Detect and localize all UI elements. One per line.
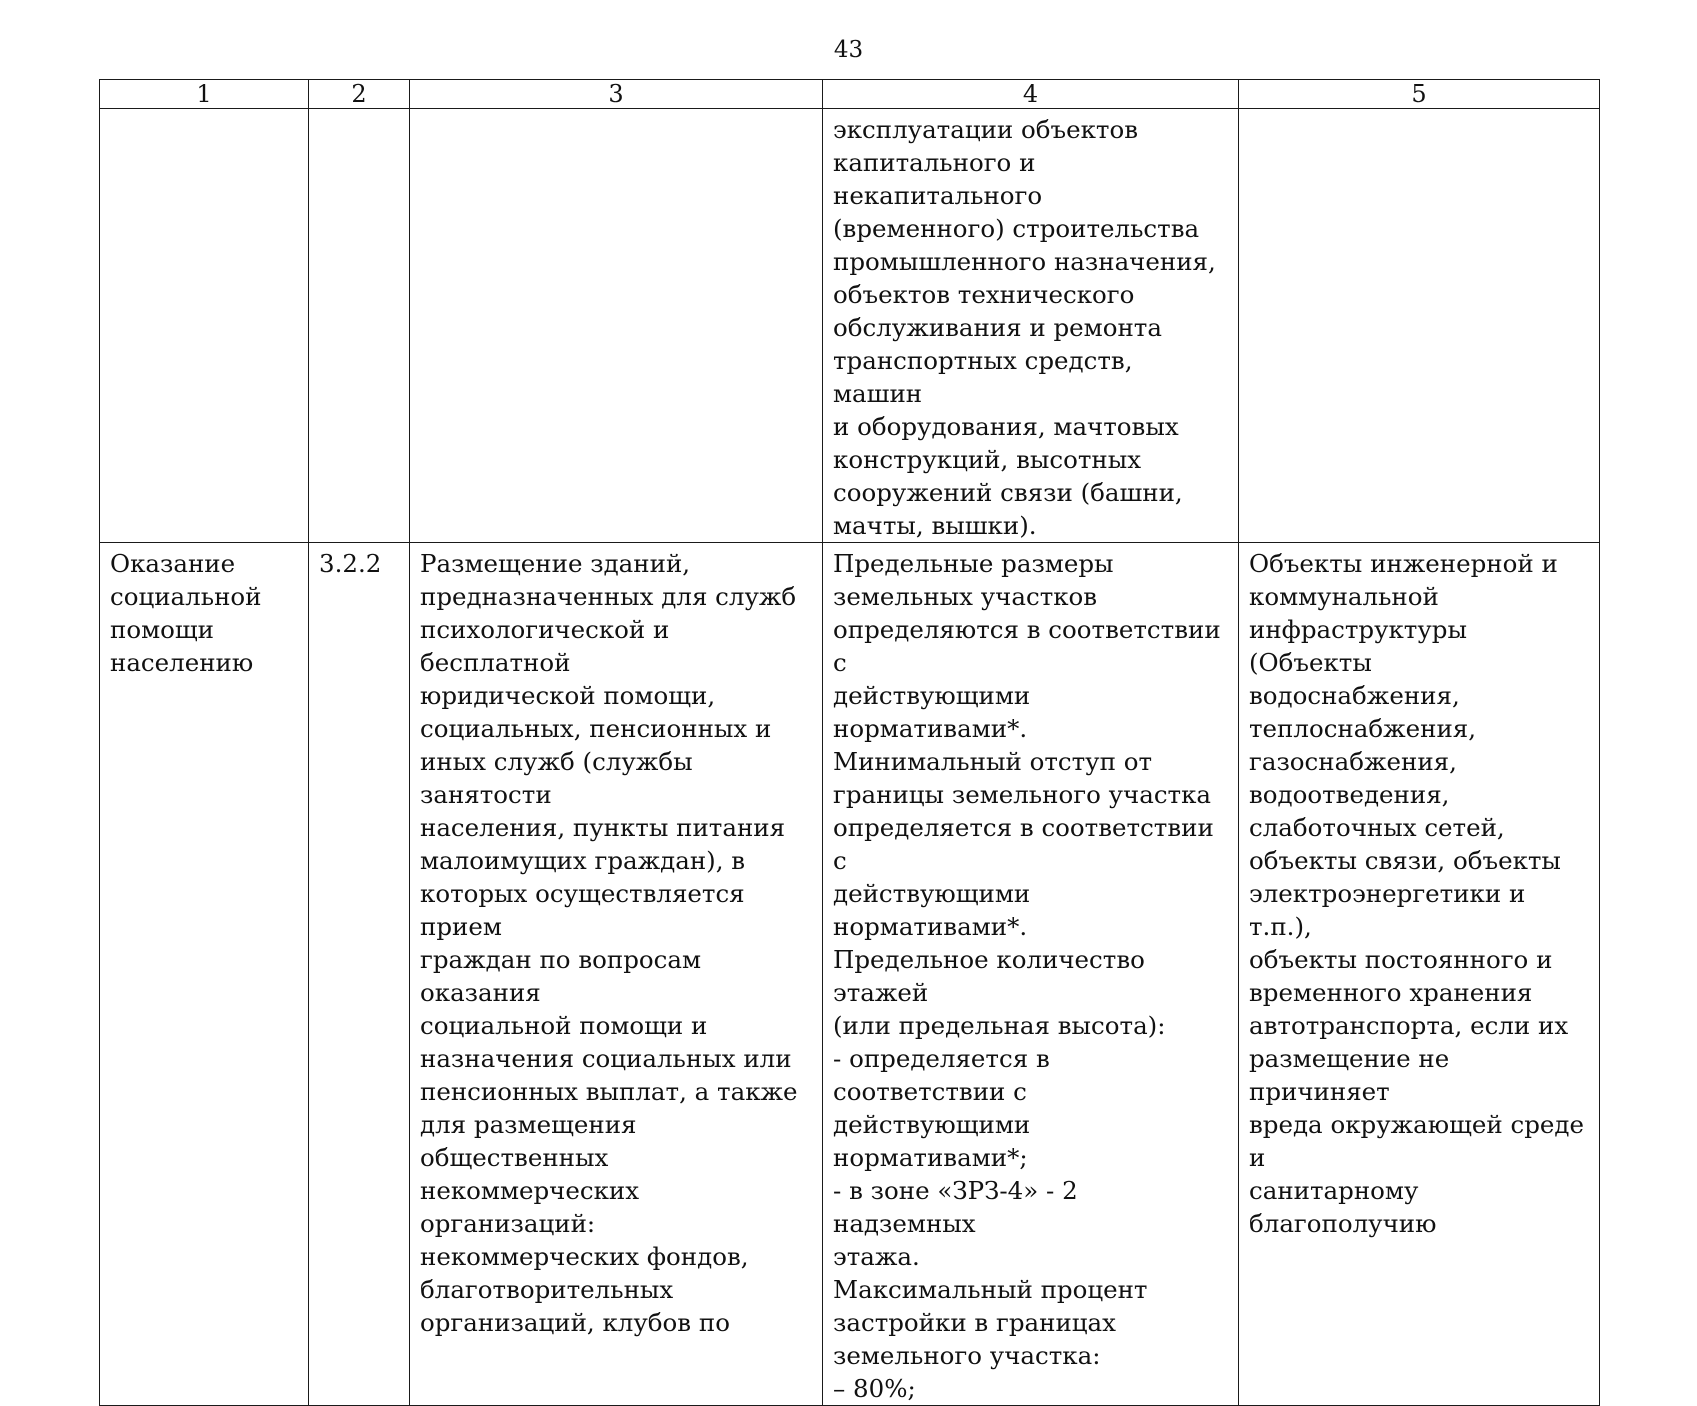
- header-cell-1: 1: [100, 80, 309, 109]
- header-cell-4: 4: [823, 80, 1239, 109]
- cell-parameters: эксплуатации объектов капитального и некапитального (временного) строительства промышленного назначения, объектов технического обслуживания и ремонта транспортных средств, машин и оборудования, мачтовых конструкций, высотных сооружений связи (башни, мачты, вышки).: [823, 109, 1239, 543]
- cell-auxiliary-uses: Объекты инженерной и коммунальной инфраструктуры (Объекты водоснабжения, теплоснабжения, газоснабжения, водоотведения, слаботочных сетей, объекты связи, объекты электроэнергетики и т.п.), объекты постоянного и временного хранения автотранспорта, если их размещение не причиняет вреда окружающей среде и санитарному благополучию: [1239, 543, 1600, 1406]
- cell-use-code: 3.2.2: [309, 543, 410, 1406]
- page-number: 43: [833, 37, 864, 63]
- header-cell-2: 2: [309, 80, 410, 109]
- cell-auxiliary-uses: [1239, 109, 1600, 543]
- table-row: [100, 109, 1600, 543]
- cell-use-name: Оказание социальной помощи населению: [100, 543, 309, 1406]
- header-cell-5: 5: [1239, 80, 1600, 109]
- cell-parameters: Предельные размеры земельных участков определяются в соответствии с действующими нормативами*. Минимальный отступ от границы земельного участка определяется в соответствии с действующими нормативами*. Предельное количество этажей (или предельная высота): - определяется в соответствии с действующими нормативами*; - в зоне «ЗРЗ-4» - 2 надземных этажа. Максимальный процент застройки в границах земельного участка: – 80%;: [823, 543, 1239, 1406]
- header-cell-3: 3: [410, 80, 823, 109]
- cell-use-description: [410, 109, 823, 543]
- regulations-table: [99, 79, 1600, 1406]
- cell-use-name: [100, 109, 309, 543]
- cell-use-description: Размещение зданий, предназначенных для служб психологической и бесплатной юридической помощи, социальных, пенсионных и иных служб (службы занятости населения, пункты питания малоимущих граждан), в которых осуществляется прием граждан по вопросам оказания социальной помощи и назначения социальных или пенсионных выплат, а также для размещения общественных некоммерческих организаций: некоммерческих фондов, благотворительных организаций, клубов по: [410, 543, 823, 1406]
- table-row: [100, 543, 1600, 1406]
- cell-use-code: [309, 109, 410, 543]
- table-header-row: [100, 80, 1600, 109]
